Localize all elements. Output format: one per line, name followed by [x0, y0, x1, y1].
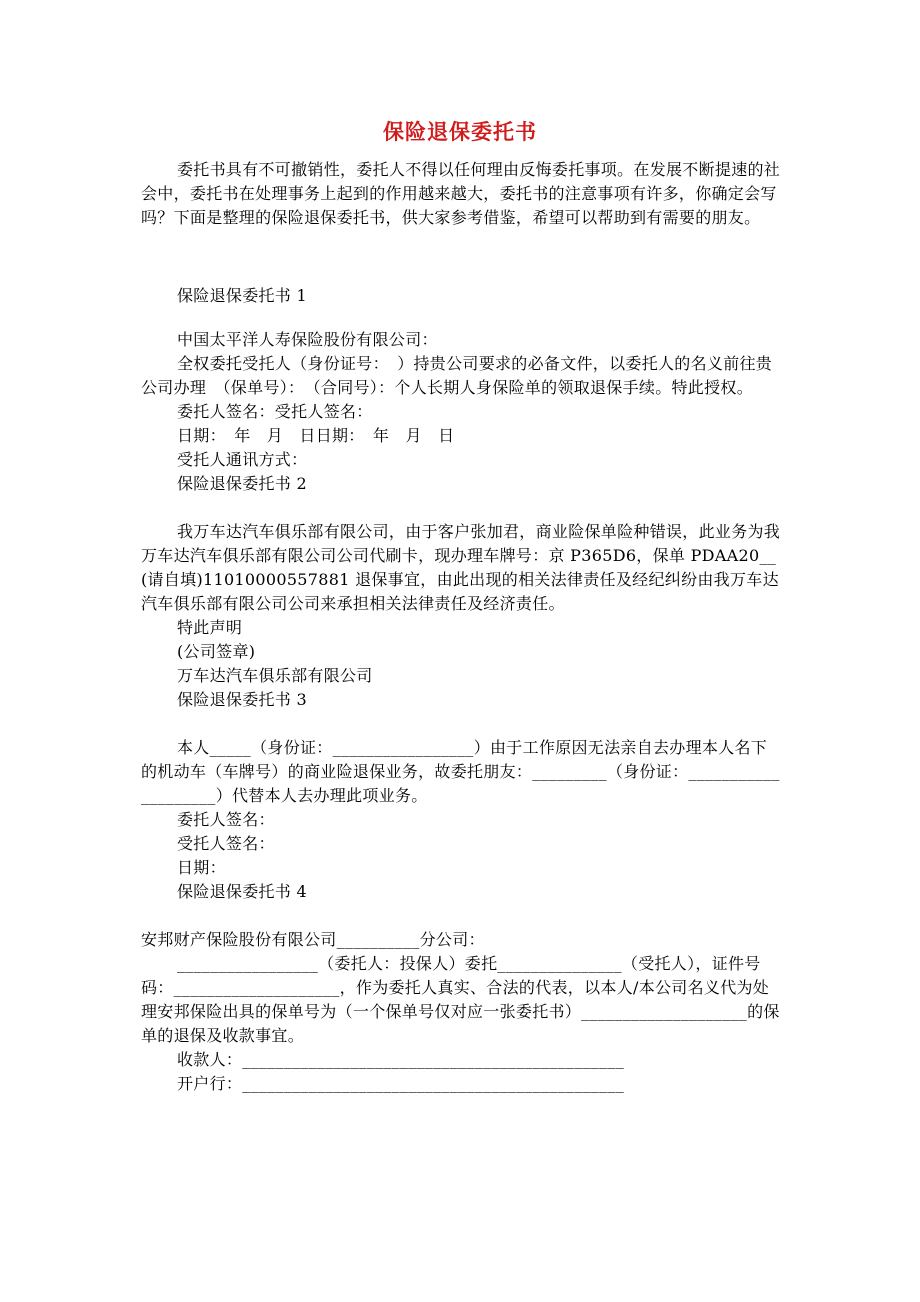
- spacer: [141, 904, 783, 928]
- section2-body: 我万车达汽车俱乐部有限公司，由于客户张加君，商业险保单险种错误，此业务为我万车达汽车俱乐部有限公司公司代刷卡，现办理车牌号：京 P365D6，保单 PDAA20__(请自填)11010000557881 退保事宜，由此出现的相关法律责任及经纪纠纷由我万车达汽车俱乐部有限公司公司来承担相关法律责任及经济责任。: [141, 522, 781, 613]
- section1-signatures: 委托人签名：受托人签名：: [177, 402, 373, 421]
- section1-dates: 日期： 年 月 日日期： 年 月 日: [177, 426, 455, 445]
- section1-contact: 受托人通讯方式：: [177, 450, 308, 469]
- spacer: [141, 308, 783, 328]
- section3-heading: 保险退保委托书 3: [177, 690, 307, 709]
- section1-addressee: 中国太平洋人寿保险股份有限公司：: [177, 330, 438, 349]
- section3-body: 本人_____（身份证：_________________）由于工作原因无法亲自去办理本人名下的机动车（车牌号）的商业险退保业务，故委托朋友：_________（身份证：____________________）代替本人去办理此项业务。: [141, 738, 780, 805]
- intro-paragraph: 委托书具有不可撤销性，委托人不得以任何理由反悔委托事项。在发展不断提速的社会中，委托书在处理事务上起到的作用越来越大，委托书的注意事项有许多，你确定会写吗？下面是整理的保险退保委托书，供大家参考借鉴，希望可以帮助到有需要的朋友。: [141, 160, 781, 227]
- section3-principal-sign: 委托人签名：: [177, 810, 275, 829]
- document-title: 保险退保委托书: [383, 119, 537, 144]
- section2-declaration: 特此声明: [177, 618, 243, 637]
- section4-bank: 开户行：______________________________________________: [177, 1074, 624, 1093]
- document-body: [141, 158, 783, 1096]
- section4-body: _________________（委托人：投保人）委托_______________（受托人），证件号码：____________________，作为委托人真实、合法的代表，以本人/本公司名义代为处理安邦保险出具的保单号为（一个保单号仅对应一张委托书）____________________的保单的退保及收款事宜。: [141, 954, 780, 1045]
- section4-heading: 保险退保委托书 4: [177, 882, 307, 901]
- section2-seal: (公司签章): [177, 642, 256, 661]
- spacer: [141, 496, 783, 520]
- section2-heading: 保险退保委托书 2: [177, 474, 307, 493]
- section4-addressee: 安邦财产保险股份有限公司__________分公司：: [141, 930, 485, 949]
- section2-company: 万车达汽车俱乐部有限公司: [177, 666, 373, 685]
- section1-heading: 保险退保委托书 1: [177, 286, 307, 305]
- section4-payee: 收款人：______________________________________________: [177, 1050, 624, 1069]
- spacer: [141, 230, 783, 284]
- section3-agent-sign: 受托人签名：: [177, 834, 275, 853]
- spacer: [141, 712, 783, 736]
- section3-date: 日期：: [177, 858, 226, 877]
- section1-body: 全权委托受托人（身份证号： ）持贵公司要求的必备文件，以委托人的名义前往贵公司办理 （保单号）： （合同号）：个人长期人身保险单的领取退保手续。特此授权。: [141, 354, 773, 397]
